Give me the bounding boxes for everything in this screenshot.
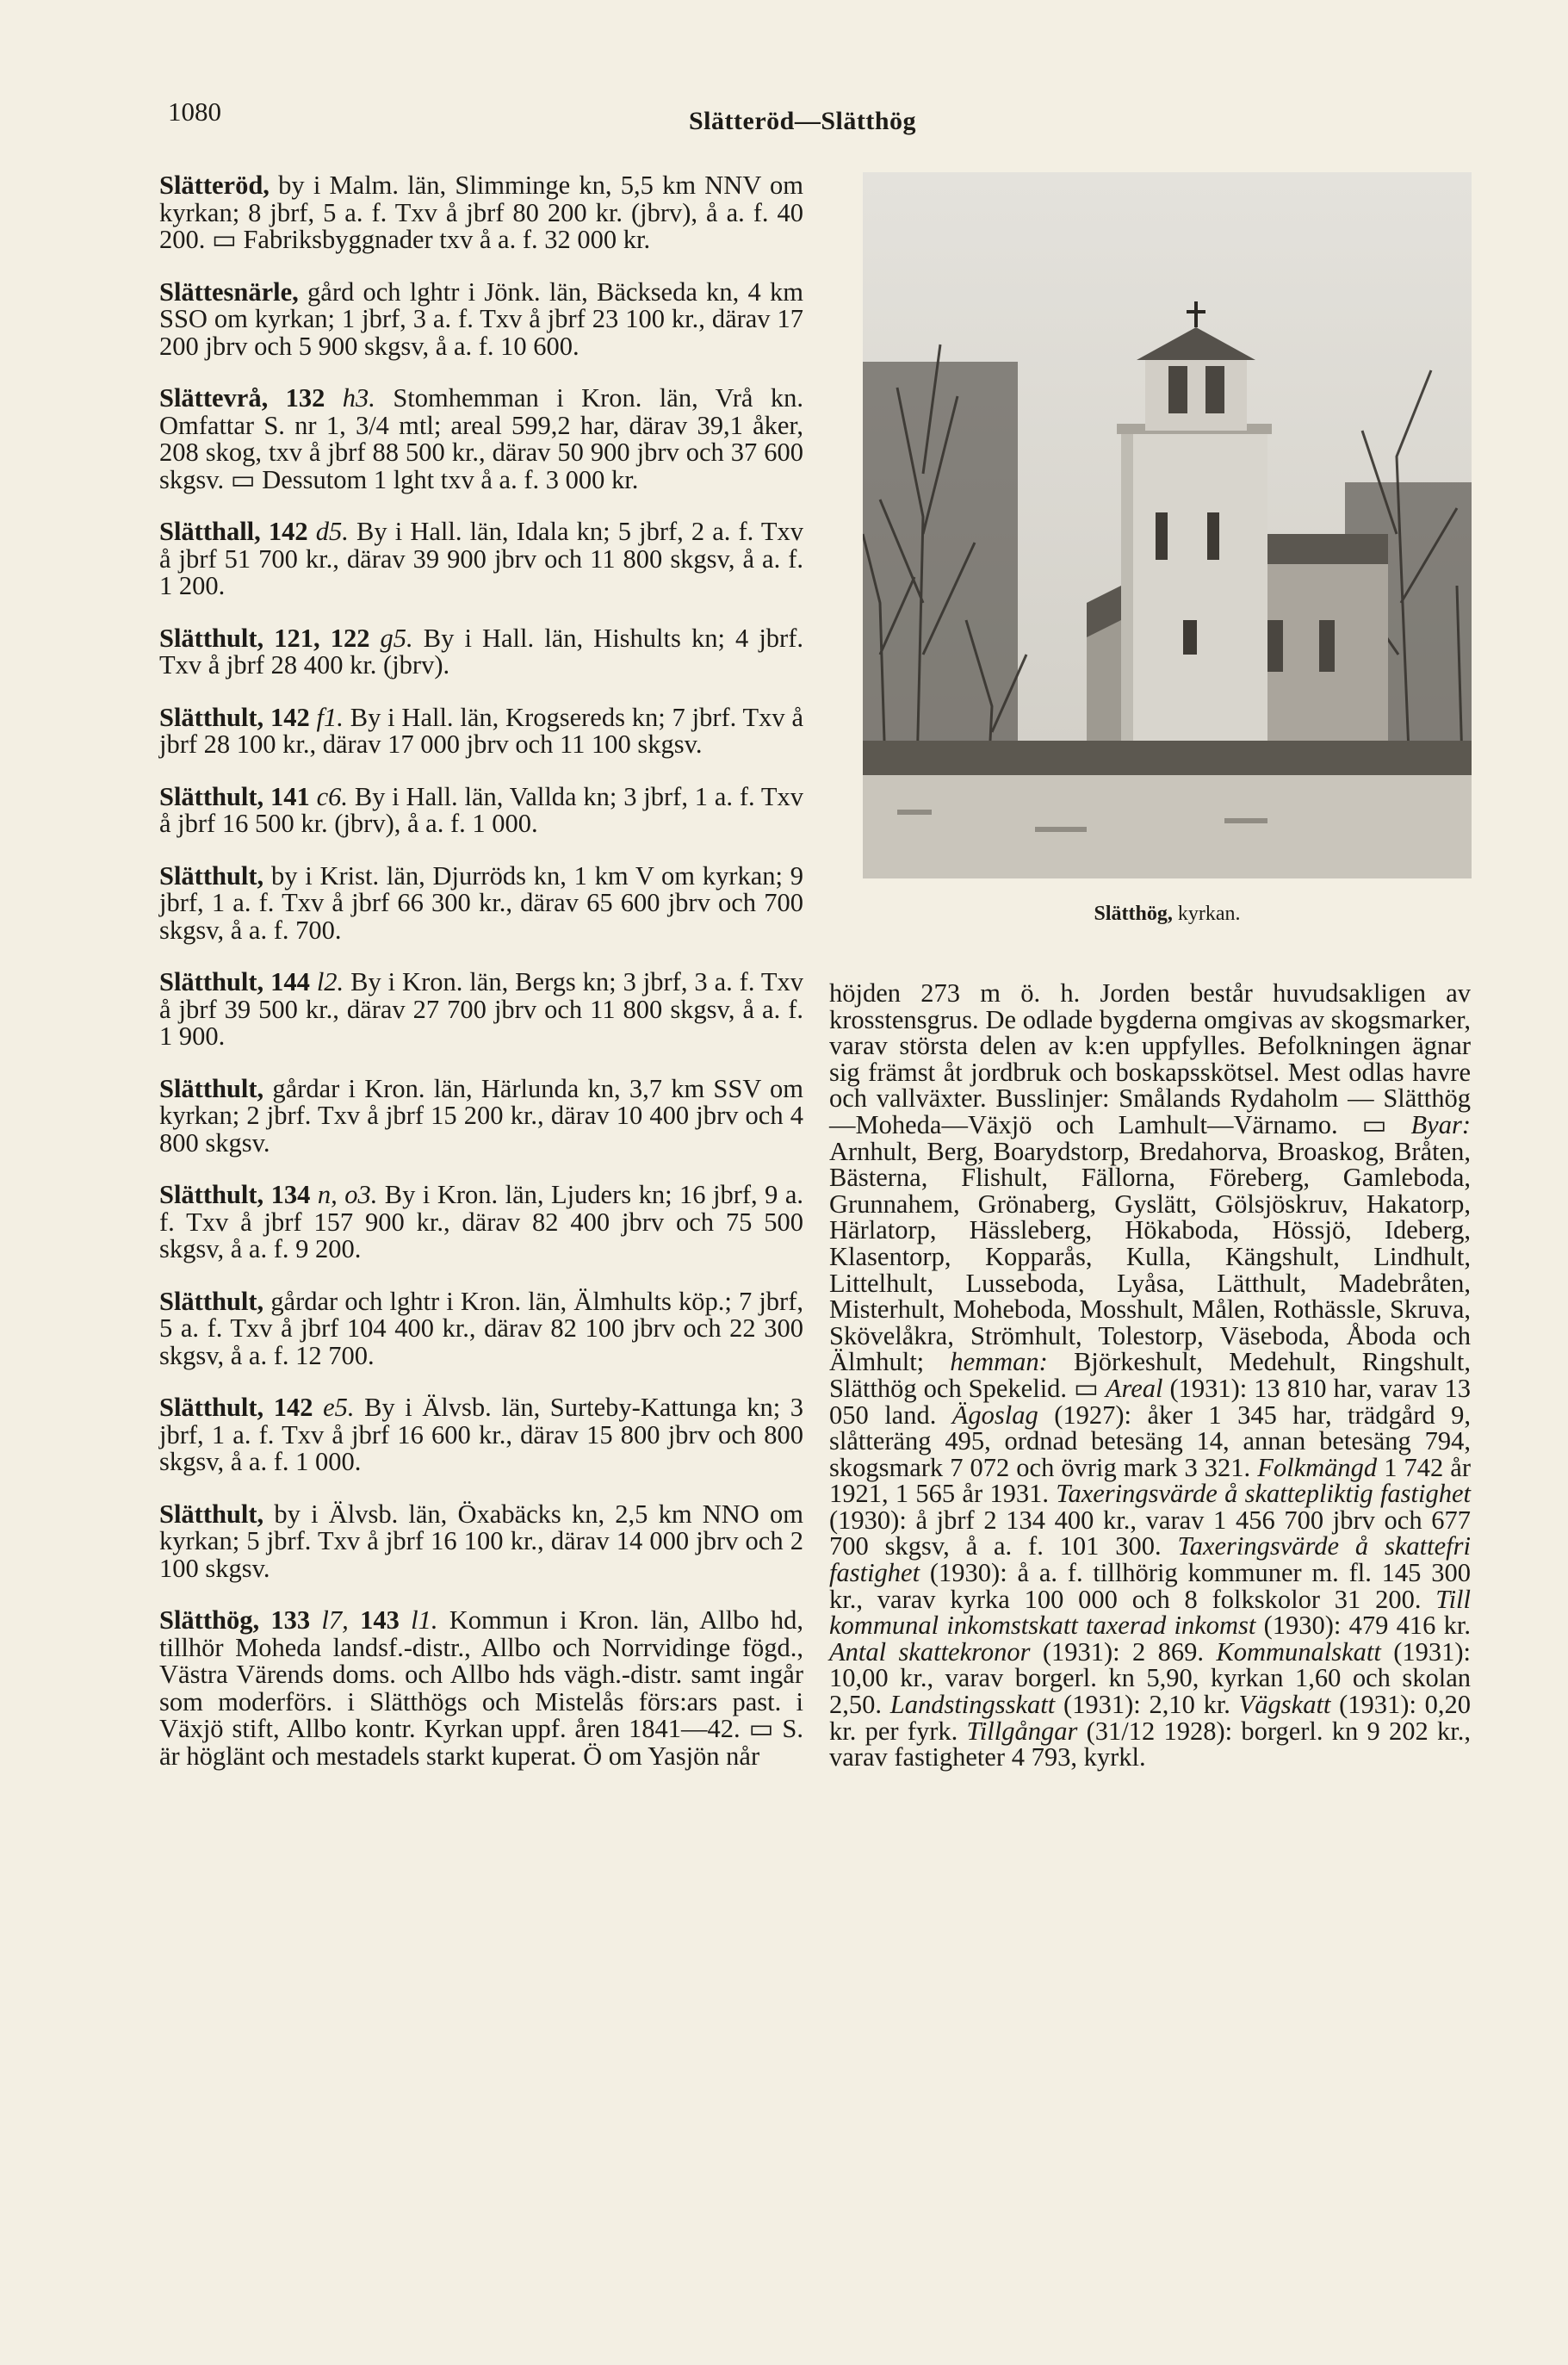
gazetteer-entry bbox=[159, 781, 804, 838]
gazetteer-entry bbox=[159, 1501, 803, 1583]
entry-map-ref: g5. bbox=[369, 623, 413, 653]
entry-map-ref: l1. bbox=[399, 1605, 438, 1635]
label-tillgangar: Tillgångar bbox=[966, 1716, 1078, 1746]
entry-text: By i Hall. län, Idala kn; 5 jbrf, 2 a. f. Txv å jbrf 51 700 kr., därav 39 900 jbrv och 11 800 skgsv, å a. f. 1 200. bbox=[159, 517, 803, 600]
gazetteer-entry bbox=[159, 518, 803, 600]
label-hemman: hemman: bbox=[950, 1347, 1048, 1377]
label-folkmangd: Folkmängd bbox=[1257, 1452, 1378, 1482]
entry-headword: Slätteröd, bbox=[159, 171, 270, 200]
entry-map-ref: f1. bbox=[309, 702, 344, 732]
gazetteer-entry bbox=[159, 860, 803, 945]
entry-text: Stomhemman i Kron. län, Vrå kn. Omfattar S. nr 1, 3/4 mtl; areal 599,2 har, därav 39,1 åker, 208 skog, txv å jbrf 88 500 kr., därav 50 900 jbrv och 37 600 skgsv. ▭ Dessutom 1 lght txv å a. f. 3 000 kr. bbox=[159, 383, 803, 494]
gazetteer-entry bbox=[159, 276, 803, 361]
gazetteer-entry bbox=[159, 385, 803, 493]
entry-headword: Slätthult, 144 bbox=[159, 967, 310, 996]
right-column bbox=[829, 980, 1471, 1771]
running-title: Slätteröd—Slätthög bbox=[689, 107, 916, 135]
entry-headword: Slätthult, bbox=[159, 1499, 264, 1529]
label-byar: Byar: bbox=[1410, 1109, 1471, 1139]
text-run: 1 742 år 1921, 1 565 år 1931. bbox=[829, 1452, 1471, 1509]
caption-head: Slätthög, bbox=[1094, 903, 1173, 925]
label-taxerad-inkomst: Till kommunal inkomstskatt taxerad inkomst bbox=[829, 1584, 1471, 1641]
label-vagskatt: Vägskatt bbox=[1238, 1690, 1331, 1720]
entry-headword: Slätthult, 141 bbox=[159, 781, 310, 811]
entry-headword: Slätthult, bbox=[159, 1286, 264, 1316]
text-run: (1931): 10,00 kr., varav borgerl. kn 5,90, kyrkan 1,60 och skolan 2,50. bbox=[829, 1636, 1471, 1720]
label-taxeringsvarde-skattepliktig: Taxeringsvärde å skattepliktig fastighet bbox=[1056, 1479, 1471, 1509]
gazetteer-entry bbox=[159, 1288, 803, 1370]
entry-text: by i Älvsb. län, Öxabäcks kn, 2,5 km NNO om kyrkan; 5 jbrf. Txv å jbrf 16 100 kr., därav 14 000 jbrv och 2 100 skgsv. bbox=[159, 1499, 803, 1583]
text-run: (1927): åker 1 345 har, trädgård 9, slåtteräng 495, ordnad betesäng 14, annan betesäng 794, skogsmark 7 072 och övrig mark 3 321. bbox=[829, 1400, 1471, 1482]
text-run: (1931): 2,10 kr. bbox=[1055, 1690, 1239, 1720]
left-column bbox=[159, 172, 803, 1795]
label-skattekronor: Antal skattekronor bbox=[829, 1636, 1031, 1667]
caption-text: kyrkan. bbox=[1172, 903, 1241, 925]
entry-headword: Slätthult, 121, 122 bbox=[159, 623, 370, 653]
entry-text: By i Hall. län, Vallda kn; 3 jbrf, 1 a. f. Txv å jbrf 16 500 kr. (jbrv), å a. f. 1 000. bbox=[159, 781, 804, 838]
entry-headword: Slättesnärle, bbox=[159, 276, 299, 307]
label-agoslag: Ägoslag bbox=[951, 1400, 1038, 1430]
entry-map-ref: d5. bbox=[307, 517, 349, 546]
entry-headword: Slätthult, 142 bbox=[159, 702, 310, 732]
gazetteer-entry bbox=[159, 1073, 803, 1158]
entry-map-ref: n, o3. bbox=[310, 1180, 378, 1209]
entry-text: By i Hall. län, Krogsereds kn; 7 jbrf. Txv å jbrf 28 100 kr., därav 17 000 jbrv och 11 100 skgsv. bbox=[159, 702, 804, 759]
church-photograph bbox=[863, 172, 1472, 878]
entry-headword: Slätthall, 142 bbox=[159, 517, 308, 546]
entry-headword: Slätthult, 142 bbox=[159, 1393, 313, 1422]
entry-headword: Slätthult, 134 bbox=[159, 1180, 311, 1209]
text-run: Arnhult, Berg, Boarydstorp, Bredahorva, Broaskog, Bråten, Bästerna, Flishult, Fällorna, Föreberg, Gamleboda, Grunnahem, Grönaberg, Gyslätt, Gölsjöskruv, Hakatorp, Härlatorp, Hässleberg, Hökaboda, Hössjö, Ideberg, Klasentorp, Kopparås, Kulla, Kängshult, Lindhult, Littelhult, Lusseboda, Lyåsa, Lätthult, Madebråten, Misterhult, Moheboda, Mosshult, Målen, Rothässle, Skruva, Skövelåkra, Strömhult, Tolestorp, Väseboda, Åboda och Älmhult; bbox=[829, 1136, 1471, 1377]
entry-text: By i Hall. län, Hishults kn; 4 jbrf. Txv å jbrf 28 400 kr. (jbrv). bbox=[159, 623, 803, 680]
entry-text: gårdar och lghtr i Kron. län, Älmhults köp.; 7 jbrf, 5 a. f. Txv å jbrf 104 400 kr., därav 82 100 jbrv och 22 300 skgsv, å a. f. 12 700. bbox=[159, 1286, 803, 1370]
entry-headword: Slätthult, bbox=[159, 860, 264, 891]
text-run: (1931): 2 869. bbox=[1030, 1636, 1217, 1667]
entry-map-ref: e5. bbox=[313, 1393, 355, 1422]
text-run: höjden 273 m ö. h. Jorden består huvudsakligen av krosstensgrus. De odlade bygderna omgivas av skogsmarker, varav största delen av k:en uppfylles. Befolkningen ägnar sig främst åt jordbruk och boskapsskötsel. Mest odlas havre och vallväxter. Busslinjer: Smålands Rydaholm — Slätthög—Moheda—Växjö och Lamhult—Värnamo. ▭ bbox=[829, 978, 1471, 1139]
gazetteer-entry bbox=[159, 172, 803, 254]
entry-map-ref: l2. bbox=[309, 967, 344, 996]
gazetteer-entry bbox=[159, 702, 804, 759]
label-kommunalskatt: Kommunalskatt bbox=[1216, 1636, 1381, 1667]
text-run: Björkeshult, Medehult, Ringshult, Slätthög och Spekelid. ▭ bbox=[829, 1347, 1471, 1403]
entry-text: gård och lghtr i Jönk. län, Bäckseda kn, 4 km SSO om kyrkan; 1 jbrf, 3 a. f. Txv å jbrf 23 100 kr., därav 17 200 jbrv och 5 900 skgsv, å a. f. 10 600. bbox=[159, 276, 803, 361]
entry-headword: Slätthög, 133 bbox=[159, 1605, 311, 1635]
entry-text: By i Älvsb. län, Surteby-Kattunga kn; 3 jbrf, 1 a. f. Txv å jbrf 16 600 kr., därav 15 800 jbrv och 800 skgsv, å a. f. 1 000. bbox=[159, 1393, 803, 1476]
slatthog-description bbox=[829, 980, 1471, 1771]
entry-text: by i Malm. län, Slimminge kn, 5,5 km NNV om kyrkan; 8 jbrf, 5 a. f. Txv å jbrf 80 200 kr. (jbrv), å a. f. 40 200. ▭ Fabriksbyggnader txv å a. f. 32 000 kr. bbox=[159, 171, 803, 254]
text-run: (1930): 479 416 kr. bbox=[1255, 1611, 1471, 1641]
entry-text: by i Krist. län, Djurröds kn, 1 km V om kyrkan; 9 jbrf, 1 a. f. Txv å jbrf 66 300 kr., därav 65 600 jbrv och 700 skgsv, å a. f. 700. bbox=[159, 860, 803, 945]
gazetteer-entry bbox=[159, 969, 803, 1051]
entry-headword: Slättevrå, 132 bbox=[159, 383, 325, 413]
text-run: (31/12 1928): borgerl. kn 9 202 kr., varav fastigheter 4 793, kyrkl. bbox=[829, 1716, 1471, 1772]
gazetteer-entry bbox=[159, 1394, 803, 1476]
entry-text: By i Kron. län, Bergs kn; 3 jbrf, 3 a. f. Txv å jbrf 39 500 kr., därav 27 700 jbrv och 11 800 skgsv, å a. f. 1 900. bbox=[159, 967, 803, 1051]
page-number: 1080 bbox=[168, 96, 221, 127]
entry-text: gårdar i Kron. län, Härlunda kn, 3,7 km SSV om kyrkan; 2 jbrf. Txv å jbrf 15 200 kr., därav 10 400 jbrv och 4 800 skgsv. bbox=[159, 1073, 803, 1158]
entry-map-ref: l7, bbox=[310, 1605, 349, 1635]
label-taxeringsvarde-skattefri: Taxeringsvärde å skattefri fastighet bbox=[829, 1531, 1471, 1588]
entry-text: By i Kron. län, Ljuders kn; 16 jbrf, 9 a. f. Txv å jbrf 157 900 kr., därav 82 400 jbrv och 75 500 skgsv, å a. f. 9 200. bbox=[159, 1180, 803, 1263]
photo-caption bbox=[863, 903, 1472, 926]
text-run: (1931): 0,20 kr. per fyrk. bbox=[829, 1690, 1472, 1746]
gazetteer-entry bbox=[159, 1607, 803, 1770]
label-landstingsskatt: Landstingsskatt bbox=[889, 1690, 1056, 1720]
entry-map-ref: h3. bbox=[325, 383, 375, 413]
gazetteer-entry bbox=[159, 1182, 803, 1263]
entry-headword: Slätthult, bbox=[159, 1073, 264, 1103]
text-run: (1930): å jbrf 2 134 400 kr., varav 1 456 700 jbrv och 677 700 skgsv, å a. f. 101 300. bbox=[829, 1505, 1471, 1561]
entry-text: Kommun i Kron. län, Allbo hd, tillhör Moheda landsf.-distr., Allbo och Norrvidinge fögd., Västra Värends doms. och Allbo hds vägh.-distr. samt ingår som moderförs. i Slätthögs och Mistelås förs:ars past. i Växjö stift, Allbo kontr. Kyrkan uppf. åren 1841—42. ▭ S. är höglänt och mestadels starkt kuperat. Ö om Yasjön når bbox=[159, 1605, 804, 1771]
church-photo-svg bbox=[863, 172, 1472, 878]
gazetteer-entry bbox=[159, 625, 803, 680]
text-run: (1930): å a. f. tillhörig kommuner m. fl. 145 300 kr., varav kyrka 100 000 och 8 folkskolor 31 200. bbox=[829, 1558, 1471, 1614]
text-run: (1931): 13 810 har, varav 13 050 land. bbox=[829, 1373, 1471, 1430]
entry-headword: 143 bbox=[348, 1605, 400, 1635]
entry-map-ref: c6. bbox=[309, 781, 349, 811]
label-areal: Areal bbox=[1105, 1373, 1163, 1403]
